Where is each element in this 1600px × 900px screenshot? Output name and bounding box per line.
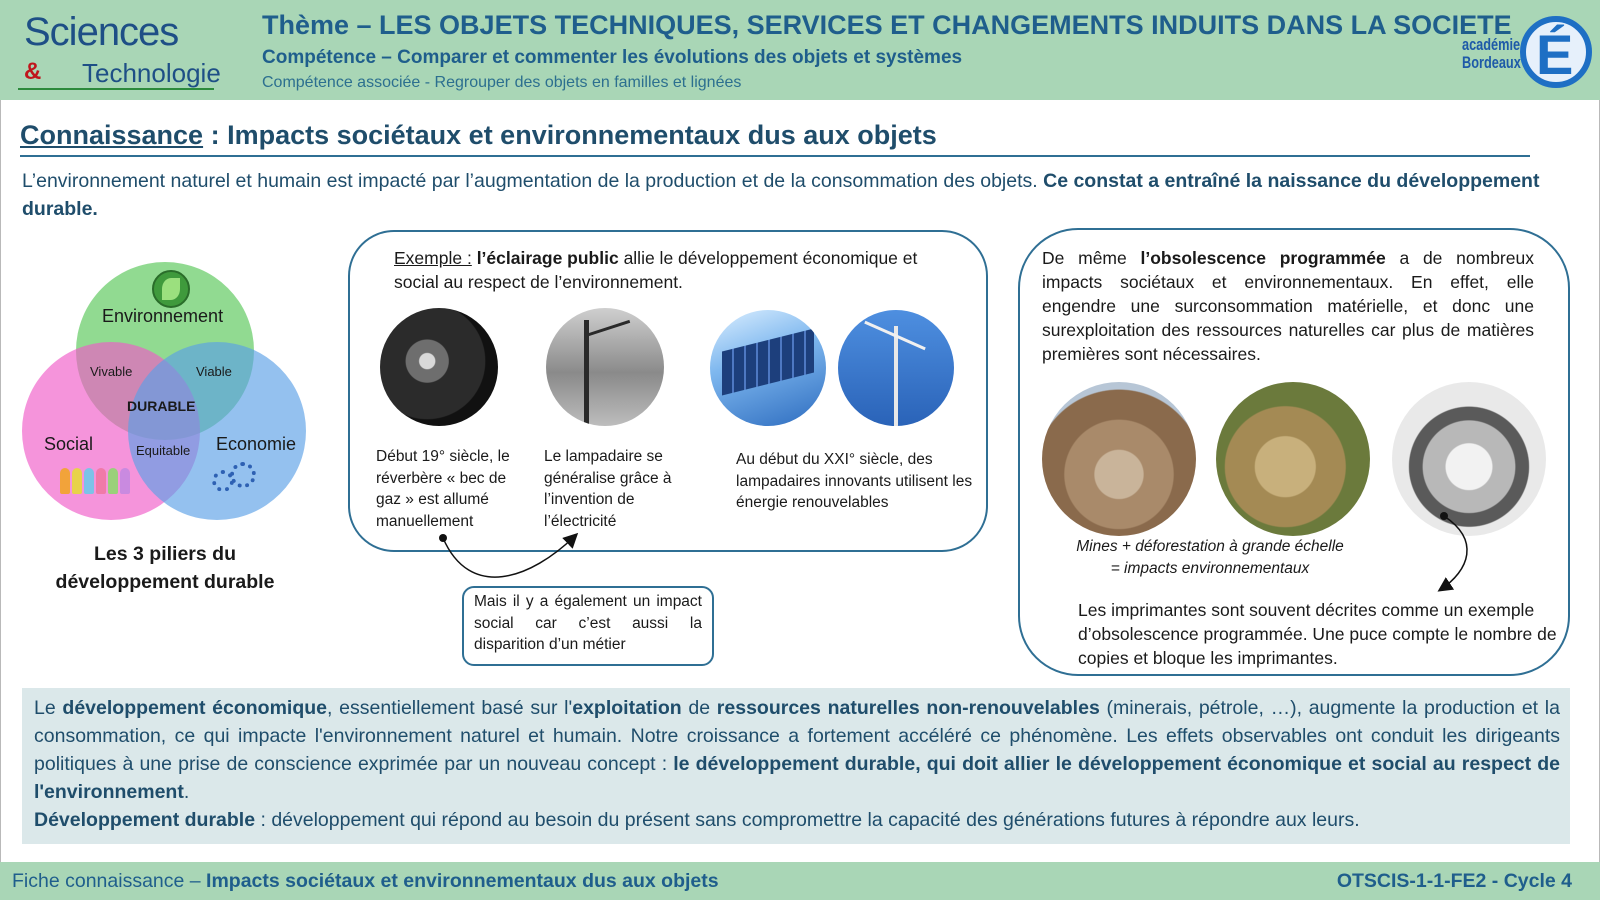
caption-electric-lamp: Le lampadaire se généralise grâce à l’invention de l’électricité bbox=[544, 448, 672, 530]
academie-e-icon: É bbox=[1536, 23, 1574, 86]
academie-line2: Bordeaux bbox=[1462, 53, 1521, 72]
footer-left-bold: Impacts sociétaux et environnementaux dus aux objets bbox=[206, 870, 719, 892]
mines-caption-line1: Mines + déforestation à grande échelle bbox=[1076, 538, 1344, 555]
venn-caption: Les 3 piliers du développement durable bbox=[55, 543, 275, 593]
venn-diagram bbox=[20, 262, 320, 532]
venn-label-equitable: Equitable bbox=[136, 443, 191, 458]
gas-lamp-photo bbox=[380, 308, 498, 426]
theme-title: Thème – LES OBJETS TECHNIQUES, SERVICES ET CHANGEMENTS INDUITS DANS LA SOCIETE bbox=[262, 10, 1512, 40]
venn-label-viable: Viable bbox=[196, 364, 232, 379]
venn-label-economie: Economie bbox=[216, 434, 297, 454]
logo-amp-text: & bbox=[24, 58, 42, 85]
venn-label-environnement: Environnement bbox=[102, 306, 224, 326]
summary-p1: Le bbox=[34, 697, 56, 719]
printers-text: Les imprimantes sont souvent décrites comme un exemple d’obsolescence programmée. Une puce compte le nombre de copies et bloque les imprimantes. bbox=[1078, 600, 1557, 668]
people-icon bbox=[60, 468, 140, 498]
electric-streetlight-photo bbox=[546, 308, 664, 426]
summary-b1: développement économique bbox=[62, 697, 328, 719]
example-label: Exemple : bbox=[394, 248, 472, 268]
example-text bbox=[394, 246, 954, 294]
mines-caption-line2: = impacts environnementaux bbox=[1110, 560, 1310, 577]
footer-reference: OTSCIS-1-1-FE2 - Cycle 4 bbox=[1336, 870, 1572, 892]
venn-label-social: Social bbox=[44, 434, 94, 454]
caption-renewable-lamp: Au début du XXI° siècle, des lampadaires innovants utilisent les énergie renouvelables bbox=[736, 451, 973, 511]
obsolescence-subject: l’obsolescence programmée bbox=[1140, 248, 1386, 268]
competence-associee-line: Compétence associée - Regrouper des objets en familles et lignées bbox=[262, 74, 742, 91]
printer-photo bbox=[1392, 382, 1546, 536]
deforestation-photo bbox=[1216, 382, 1370, 536]
venn-label-vivable: Vivable bbox=[90, 364, 133, 379]
social-impact-text: Mais il y a également un impact social car c’est aussi la disparition d’un métier bbox=[474, 593, 702, 653]
summary-p4: (minerais, pétrole, …), augmente la production et la consommation, ce qui impacte l'environnement naturel et humain. Notre croissance a fortement accéléré ce phénomène. Les effets observables ont conduit les dirigeants politiques à une prise de conscience exprimée par un nouveau concept : bbox=[34, 697, 1560, 775]
definition-line bbox=[34, 806, 1560, 834]
summary-p5: . bbox=[183, 781, 190, 803]
obsolescence-text bbox=[1042, 246, 1534, 366]
definition-term: Développement durable bbox=[34, 809, 256, 831]
mine-photo bbox=[1042, 382, 1196, 536]
venn-label-durable: DURABLE bbox=[127, 398, 196, 414]
academie-line1: académie bbox=[1462, 35, 1521, 54]
obsolescence-lead: De même bbox=[1042, 248, 1127, 268]
solar-streetlight-photo bbox=[710, 310, 826, 426]
summary-b4: le développement durable, qui doit allier le développement économique et social au respect de l'environnement bbox=[34, 753, 1560, 803]
intro-normal: L’environnement naturel et humain est impacté par l’augmentation de la production et de la consommation des objets. bbox=[22, 170, 1038, 192]
summary-p2: , essentiellement basé sur l' bbox=[327, 697, 573, 719]
competence-line: Compétence – Comparer et commenter les évolutions des objets et systèmes bbox=[262, 47, 963, 68]
intro-paragraph bbox=[22, 167, 1562, 223]
caption-gas-lamp: Début 19° siècle, le réverbère « bec de gaz » est allumé manuellement bbox=[376, 448, 510, 530]
title-text: : Impacts sociétaux et environnementaux dus aux objets bbox=[203, 120, 937, 150]
logo-technologie-text: Technologie bbox=[82, 58, 221, 88]
intro-bold: Ce constat a entraîné la naissance du développement durable. bbox=[22, 170, 1540, 220]
title-keyword: Connaissance bbox=[20, 120, 204, 150]
academie-text bbox=[1462, 36, 1521, 72]
example-rest: allie le développement économique et social au respect de l’environnement. bbox=[394, 248, 918, 292]
sciences-technologie-logo bbox=[18, 8, 221, 94]
summary-p3: de bbox=[688, 697, 711, 719]
globe-leaf-icon bbox=[152, 270, 190, 308]
summary-b2: exploitation bbox=[572, 697, 682, 719]
logo-sciences-text: Sciences bbox=[24, 10, 179, 54]
page-title bbox=[20, 120, 937, 151]
wind-streetlight-photo bbox=[838, 310, 954, 426]
definition-text: : développement qui répond au besoin du présent sans compromettre la capacité des générations futures à répondre aux leurs. bbox=[255, 809, 1360, 831]
footer-left-normal: Fiche connaissance – bbox=[12, 870, 207, 892]
example-subject: l’éclairage public bbox=[476, 248, 619, 268]
logo-underline bbox=[18, 88, 214, 90]
title-divider bbox=[20, 155, 1530, 157]
summary-text bbox=[34, 694, 1560, 806]
footer-title bbox=[12, 870, 719, 893]
academie-bordeaux-logo bbox=[1462, 6, 1594, 98]
summary-b3: ressources naturelles non-renouvelables bbox=[716, 697, 1100, 719]
gears-icon bbox=[208, 462, 258, 496]
obsolescence-body: a de nombreux impacts sociétaux et environnementaux. En effet, elle engendre une surconsommation matérielle, et donc une surexploitation des ressources naturelles car plus de matières premières sont nécessaires. bbox=[1042, 248, 1534, 364]
mines-caption bbox=[1060, 536, 1360, 580]
